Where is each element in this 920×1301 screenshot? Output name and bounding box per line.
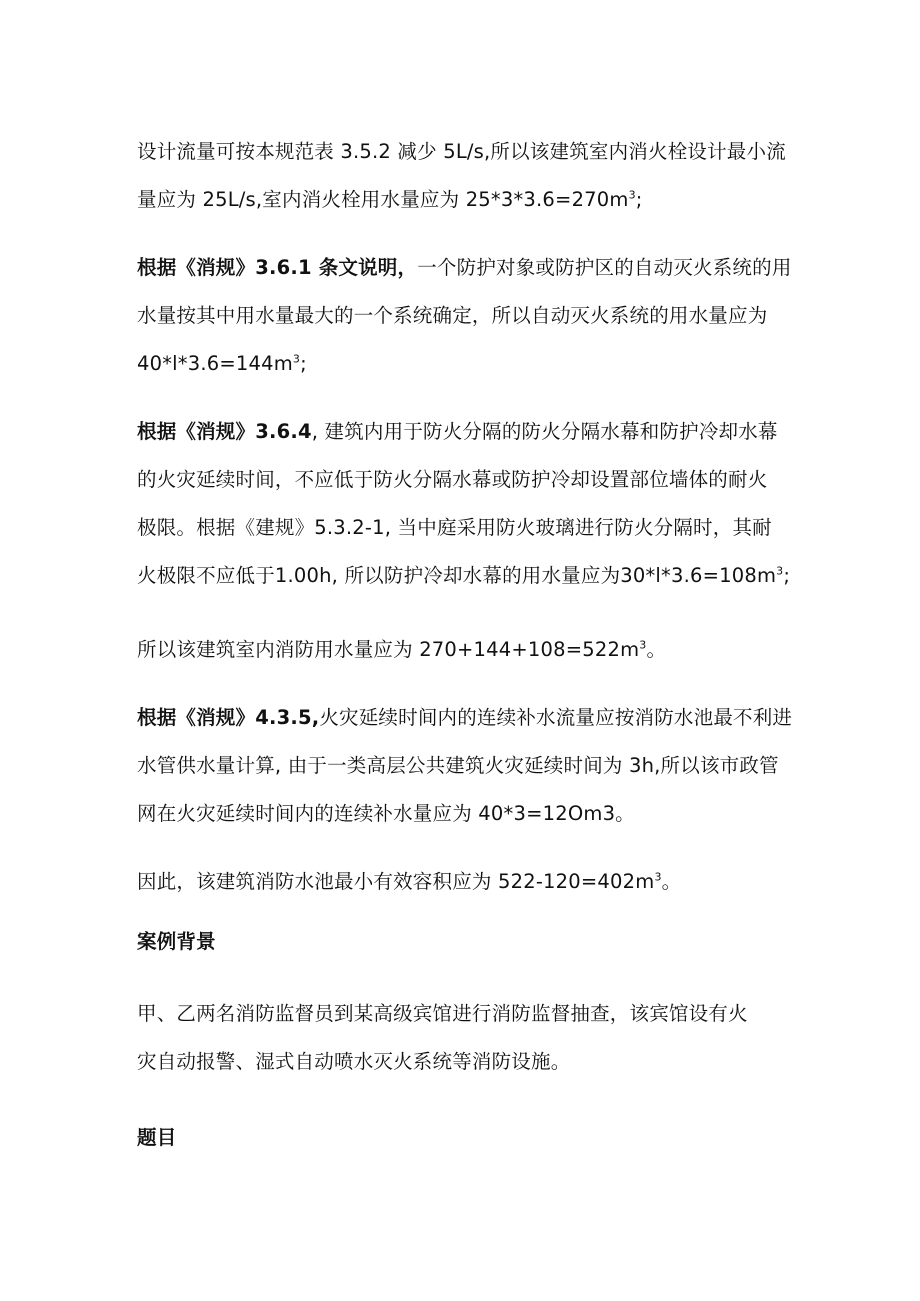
- p7-line-1: [137, 1002, 748, 1026]
- text: ;: [300, 352, 307, 375]
- p2-line-3: [137, 352, 307, 376]
- superscript: 3: [292, 352, 301, 366]
- text: 因此，该建筑消防水池最小有效容积应为 522-120=402m: [137, 870, 655, 893]
- heading-case-background: 案例背景: [137, 930, 216, 953]
- bold-reference: 根据《消规》4.3.5,: [137, 706, 320, 729]
- superscript: 3: [628, 188, 636, 202]
- text: 灾自动报警、湿式自动喷水灭火系统等消防设施。: [137, 1050, 571, 1073]
- text: 的火灾延续时间，不应低于防火分隔水幕或防护冷却设置部位墙体的耐火: [137, 468, 768, 491]
- text: 极限。根据《建规》5.3.2-1, 当中庭采用防火玻璃进行防火分隔时，其耐: [137, 516, 772, 539]
- heading-question: 题目: [137, 1126, 177, 1149]
- p1-line-1: [137, 140, 786, 164]
- p2-line-2: [137, 304, 767, 328]
- p5-line-3: [137, 802, 635, 826]
- superscript: 3: [654, 870, 662, 884]
- bold-reference: 根据《消规》3.6.4: [137, 420, 312, 443]
- text: 火极限不应低于1.00h, 所以防护冷却水幕的用水量应为30*l*3.6=108m: [137, 564, 777, 587]
- text: ;: [635, 188, 643, 211]
- p3-line-2: [137, 468, 767, 492]
- text: 水量按其中用水量最大的一个系统确定，所以自动灭火系统的用水量应为: [137, 304, 768, 327]
- text: 。: [661, 870, 682, 893]
- text: 40*l*3.6=144m: [137, 352, 293, 375]
- p7-line-2: [137, 1050, 570, 1074]
- p5-line-1: [137, 706, 792, 730]
- text: 火灾延续时间内的连续补水流量应按消防水池最不利进: [319, 706, 793, 729]
- text: 一个防护对象或防护区的自动灭火系统的用: [417, 256, 792, 279]
- text: 网在火灾延续时间内的连续补水量应为 40*3=12Om3。: [137, 802, 635, 825]
- text: , 建筑内用于防火分隔的防火分隔水幕和防护冷却水幕: [311, 420, 778, 443]
- bold-reference: 根据《消规》3.6.1 条文说明，: [137, 256, 418, 279]
- text: 设计流量可按本规范表 3.5.2 减少 5L/s,所以该建筑室内消火栓设计最小流: [137, 140, 786, 163]
- p1-line-2: [137, 188, 643, 212]
- text: ;: [783, 564, 791, 587]
- p3-line-1: [137, 420, 778, 444]
- p3-line-3: [137, 516, 772, 540]
- text: 所以该建筑室内消防用水量应为 270+144+108=522m: [137, 638, 640, 661]
- superscript: 3: [639, 638, 647, 652]
- text: 甲、乙两名消防监督员到某高级宾馆进行消防监督抽查，该宾馆设有火: [137, 1002, 748, 1025]
- text: 。: [646, 638, 667, 661]
- p2-line-1: [137, 256, 792, 280]
- p6-line-1: [137, 870, 681, 894]
- p3-line-4: [137, 564, 790, 588]
- text: 水管供水量计算, 由于一类高层公共建筑火灾延续时间为 3h,所以该市政管: [137, 754, 779, 777]
- superscript: 3: [776, 564, 784, 578]
- p5-line-2: [137, 754, 779, 778]
- p4-line-1: [137, 638, 666, 662]
- text: 量应为 25L/s,室内消火栓用水量应为 25*3*3.6=270m: [137, 188, 629, 211]
